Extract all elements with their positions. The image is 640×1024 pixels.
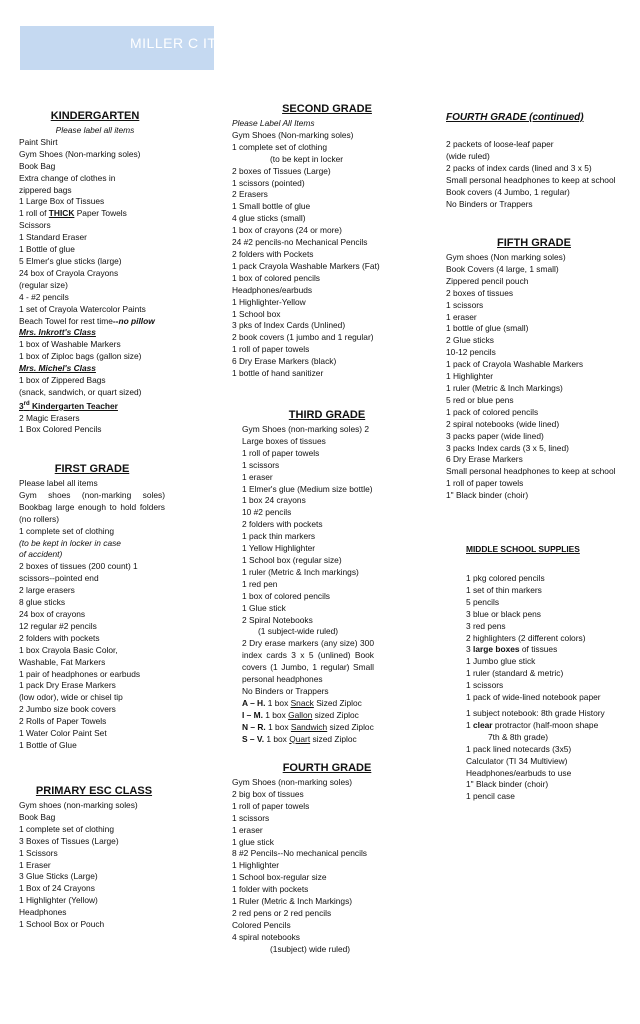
list-item: 1 set of thin markers: [466, 584, 542, 595]
list-item: Colored Pencils: [232, 919, 291, 930]
list-item: Zippered pencil pouch: [446, 275, 529, 286]
item-text: sized Ziploc: [310, 733, 357, 744]
list-item: 24 box of Crayola Crayons: [19, 267, 119, 278]
item-text: protractor (half-moon shape: [492, 719, 599, 730]
item-text: 3: [466, 644, 473, 655]
list-item: 2 book covers (1 jumbo and 1 regular): [232, 332, 374, 343]
list-item: 2 Rolls of Paper Towels: [19, 716, 107, 727]
list-item: Small personal headphones to keep at school: [446, 466, 616, 477]
list-item: 1 subject notebook: 8th grade History: [466, 707, 605, 718]
bag-size: Quart: [289, 733, 311, 744]
list-item: 2 folders with Pockets: [232, 248, 314, 259]
list-item: 4 - #2 pencils: [19, 291, 69, 302]
list-item: 1 bottle of glue (small): [446, 323, 529, 334]
item-text: Paper Towels: [74, 208, 127, 219]
fifth-grade-heading: FIFTH GRADE: [497, 237, 571, 249]
list-item: 1 box of colored pencils: [242, 590, 330, 601]
list-item: 1 box 24 crayons: [242, 495, 306, 506]
list-item: 1 pack of colored pencils: [446, 406, 539, 417]
list-item: 1 eraser: [242, 471, 273, 482]
list-item: (1 subject-wide ruled): [258, 626, 339, 637]
item-text: of tissues: [519, 644, 558, 655]
list-item: Book covers (4 Jumbo, 1 regular): [446, 186, 570, 197]
list-item: 1 Elmer's glue (Medium size bottle): [242, 483, 373, 494]
list-item: 1 box of Zippered Bags: [19, 375, 106, 386]
list-item: 3 packs Index cards (3 x 5, lined): [446, 442, 569, 453]
list-item: 3 Glue Sticks (Large): [19, 871, 98, 882]
list-item: 1 Scissors: [19, 847, 58, 858]
list-item: 24 box of crayons: [19, 608, 86, 619]
item-text: sized Ziploc: [312, 709, 359, 720]
list-item: 1 scissors: [242, 459, 280, 470]
list-item: 4 spiral notebooks: [232, 931, 300, 942]
kindergarten-section: [19, 109, 171, 436]
second-grade-section: [232, 102, 422, 380]
list-item: 1 Small bottle of glue: [232, 201, 311, 212]
list-item: 1 pair of headphones or earbuds: [19, 668, 141, 679]
list-item: 1 scissors (pointed): [232, 177, 305, 188]
list-item: 1 eraser: [232, 824, 263, 835]
list-item: 2 boxes of tissues (200 count) 1: [19, 561, 138, 572]
list-item: (to be kept in locker in case: [19, 537, 121, 548]
list-item: 10 #2 pencils: [242, 507, 292, 518]
list-item: 1" Black binder (choir): [446, 490, 529, 501]
item-text: 1 roll of: [19, 208, 49, 219]
alpha-range: A – H.: [242, 697, 266, 708]
list-item: 1 glue stick: [232, 836, 274, 847]
list-item: scissors--pointed end: [19, 573, 99, 584]
third-grade-heading: THIRD GRADE: [288, 409, 366, 421]
list-item: 3 blue or black pens: [466, 608, 541, 619]
list-item: 1 ruler (Metric & Inch Markings): [446, 382, 563, 393]
list-item: Paint Shirt: [19, 136, 58, 147]
list-item: 2 big box of tissues: [232, 788, 304, 799]
list-item: Please label all items: [19, 478, 98, 488]
list-item: (1subject) wide ruled): [270, 943, 351, 954]
list-item: 1 roll of paper towels: [242, 447, 320, 458]
ziploc-row: [232, 698, 422, 710]
list-item: Extra change of clothes in: [19, 172, 116, 183]
list-item: [19, 208, 171, 220]
list-item: 2 folders with pockets: [242, 519, 323, 530]
item-emphasis: --no pillow: [112, 315, 155, 326]
item-text: 1 box: [265, 697, 291, 708]
list-item: Small personal headphones to keep at school: [446, 174, 616, 185]
list-item: 1 Highlighter-Yellow: [232, 296, 306, 307]
item-emphasis: THICK: [48, 208, 75, 219]
list-item: 2 Spiral Notebooks: [242, 614, 313, 625]
list-item: 2 highlighters (2 different colors): [466, 632, 586, 643]
list-item: 1 box Crayola Basic Color,: [19, 644, 118, 655]
alpha-range: S – V.: [242, 733, 265, 744]
list-item: 24 #2 pencils-no Mechanical Pencils: [232, 237, 368, 248]
list-item: [19, 316, 171, 328]
list-item: No Binders or Trappers: [242, 685, 329, 696]
list-item: 1 pack thin markers: [242, 531, 316, 542]
list-item: 1 pack Dry Erase Markers: [19, 680, 116, 691]
list-item: 1 Water Color Paint Set: [19, 728, 107, 739]
list-item: 1 Box of 24 Crayons: [19, 883, 95, 894]
list-item: 1 scissors: [446, 299, 484, 310]
list-item: 1 scissors: [466, 680, 504, 691]
list-item: 2 large erasers: [19, 585, 75, 596]
list-item: Headphones/earbuds: [232, 284, 313, 295]
list-item: Headphones/earbuds to use: [466, 767, 572, 778]
primary-esc-section: [19, 784, 169, 931]
list-item: 1 box of colored pencils: [232, 272, 320, 283]
list-item: 1 Yellow Highlighter: [242, 543, 316, 554]
first-grade-section: [19, 462, 165, 752]
list-item: 4 glue sticks (small): [232, 213, 306, 224]
list-item: 1 roll of paper towels: [446, 478, 524, 489]
list-item: 1 complete set of clothing: [232, 141, 327, 152]
list-item: 1 pencil case: [466, 791, 515, 802]
list-item: 12 regular #2 pencils: [19, 620, 97, 631]
list-item: 2 Jumbo size book covers: [19, 704, 116, 715]
second-grade-heading: SECOND GRADE: [282, 103, 372, 115]
primary-esc-heading: PRIMARY ESC CLASS: [35, 785, 153, 797]
list-item: 1 pack of Crayola Washable Markers: [446, 359, 584, 370]
list-item: 3 Boxes of Tissues (Large): [19, 835, 119, 846]
fourth-grade-continued-section: [446, 111, 622, 210]
alpha-range: N – R.: [242, 721, 266, 732]
list-item: [466, 720, 626, 732]
ziploc-row: [232, 734, 422, 746]
second-grade-note: Please Label All Items: [232, 118, 315, 128]
list-item: No Binders or Trappers: [446, 198, 533, 209]
list-item: 3 pks of Index Cards (Unlined): [232, 320, 346, 331]
list-item: 1 School box-regular size: [232, 872, 327, 883]
list-item: 1 set of Crayola Watercolor Paints: [19, 303, 146, 314]
list-item: 1 roll of paper towels: [232, 344, 310, 355]
list-item: Calculator (TI 34 Multiview): [466, 755, 568, 766]
list-item: 1 box of Washable Markers: [19, 339, 121, 350]
list-item: 1 Highlighter (Yellow): [19, 895, 98, 906]
list-item: 5 pencils: [466, 596, 500, 607]
list-item: 1 Large Box of Tissues: [19, 196, 105, 207]
list-item: 2 Dry erase markers (any size) 300 index cards 3 x 5 (unlined) Book covers (1 Jumbo, 1 regular) Small personal headphones: [242, 638, 374, 685]
item-emphasis: large boxes: [473, 644, 520, 655]
list-item: Large boxes of tissues: [242, 435, 326, 446]
list-item: Gym Shoes (Non-marking soles): [232, 129, 354, 140]
list-item: (regular size): [19, 279, 68, 290]
list-item: 1 ruler (standard & metric): [466, 668, 564, 679]
list-item: 1 Standard Eraser: [19, 232, 87, 243]
list-item: 1 ruler (Metric & Inch markings): [242, 566, 359, 577]
item-text: Sized Ziploc: [313, 697, 362, 708]
item-text: Beach Towel for rest time: [19, 315, 113, 326]
list-item: 1 complete set of clothing: [19, 525, 114, 536]
list-item: 1 Bottle of glue: [19, 244, 75, 255]
list-item: 1 Box Colored Pencils: [19, 424, 102, 435]
list-item: 2 Glue sticks: [446, 335, 494, 346]
middle-school-heading: MIDDLE SCHOOL SUPPLIES: [466, 544, 580, 554]
class-subheading: Mrs. Inkrott's Class: [19, 327, 96, 338]
list-item: 5 Elmer's glue sticks (large): [19, 255, 122, 266]
list-item: 2 spiral notebooks (wide lined): [446, 418, 560, 429]
list-item: Gym shoes (non-marking soles): [19, 800, 138, 810]
item-text: sized Ziploc: [327, 721, 374, 732]
list-item: 1 eraser: [446, 311, 477, 322]
item-text: 1 box: [264, 733, 290, 744]
ziploc-row: [232, 722, 422, 734]
list-item: 1" Black binder (choir): [466, 779, 549, 790]
list-item: 1 scissors: [232, 812, 270, 823]
list-item: 3 red pens: [466, 620, 506, 631]
list-item: 2 folders with pockets: [19, 632, 100, 643]
list-item: 1 roll of paper towels: [232, 800, 310, 811]
list-item: zippered bags: [19, 184, 72, 195]
item-emphasis: clear: [473, 719, 493, 730]
superscript: rd: [23, 400, 30, 407]
list-item: 1 School box (regular size): [242, 554, 342, 565]
subheading-text: 3: [19, 400, 24, 411]
fourth-grade-continued-heading: FOURTH GRADE (continued): [446, 112, 584, 123]
list-item: 1 Jumbo glue stick: [466, 656, 536, 667]
banner-title: MILLER C ITY: [130, 35, 227, 51]
bag-size: Gallon: [288, 709, 313, 720]
list-item: Book Covers (4 large, 1 small): [446, 263, 559, 274]
list-item: 6 Dry Erase Markers: [446, 454, 523, 465]
list-item: 2 boxes of tissues: [446, 287, 514, 298]
list-item: 1 box of Ziploc bags (gallon size): [19, 351, 142, 362]
list-item: 1 pack of wide-lined notebook paper: [466, 692, 601, 703]
list-item: 2 packs of index cards (lined and 3 x 5): [446, 162, 592, 173]
fourth-grade-heading: FOURTH GRADE: [282, 762, 372, 774]
list-item: Washable, Fat Markers: [19, 656, 106, 667]
list-item: Book Bag: [19, 160, 56, 171]
class-subheading: [19, 399, 171, 413]
list-item: 1 box of crayons (24 or more): [232, 225, 342, 236]
subheading-text: Kindergarten Teacher: [29, 400, 118, 411]
fifth-grade-section: [446, 236, 622, 502]
list-item: 1 pkg colored pencils: [466, 573, 545, 583]
item-text: 1: [466, 719, 473, 730]
list-item: Gym Shoes (non-marking soles) 2: [242, 424, 370, 434]
list-item: [466, 644, 626, 656]
list-item: Gym shoes (Non marking soles): [446, 252, 566, 262]
district-banner: [20, 26, 227, 70]
ziploc-row: [232, 710, 422, 722]
list-item: Headphones: [19, 907, 67, 918]
list-item: 3 packs paper (wide lined): [446, 430, 544, 441]
list-item: 1 Glue stick: [242, 602, 286, 613]
list-item: 1 complete set of clothing: [19, 823, 114, 834]
list-item: 1 Bottle of Glue: [19, 739, 77, 750]
class-subheading: Mrs. Michel's Class: [19, 363, 96, 374]
fourth-grade-section: [232, 761, 422, 956]
list-item: 8 glue sticks: [19, 597, 66, 608]
bag-size: Sandwich: [290, 721, 328, 732]
list-item: 2 Erasers: [232, 189, 268, 200]
list-item: 2 boxes of Tissues (Large): [232, 165, 331, 176]
list-item: 7th & 8th grade): [488, 731, 549, 742]
list-item: 2 red pens or 2 red pencils: [232, 907, 332, 918]
list-item: 1 Eraser: [19, 859, 51, 870]
list-item: 1 School box: [232, 308, 281, 319]
list-item: 2 Magic Erasers: [19, 412, 80, 423]
alpha-range: I – M.: [242, 709, 263, 720]
middle-school-section: [466, 542, 626, 803]
list-item: of accident): [19, 549, 63, 560]
list-item: (low odor), wide or chisel tip: [19, 692, 123, 703]
list-item: (wide ruled): [446, 150, 490, 161]
item-text: 1 box: [262, 709, 289, 720]
list-item: 1 red pen: [242, 578, 278, 589]
list-item: Gym Shoes (non-marking soles): [232, 777, 353, 787]
list-item: 6 Dry Erase Markers (black): [232, 356, 337, 367]
list-item: 1 Highlighter: [232, 860, 280, 871]
list-item: 1 School Box or Pouch: [19, 919, 105, 930]
list-item: Book Bag: [19, 811, 56, 822]
list-item: Scissors: [19, 220, 51, 231]
list-item: 2 packets of loose-leaf paper: [446, 139, 554, 149]
list-item: (to be kept in locker: [270, 153, 344, 164]
list-item: 5 red or blue pens: [446, 394, 514, 405]
list-item: 1 bottle of hand sanitizer: [232, 368, 324, 379]
third-grade-section: [232, 408, 422, 745]
bag-size: Snack: [290, 697, 314, 708]
list-item: Gym shoes (non-marking soles) Bookbag large enough to hold folders (no rollers): [19, 489, 165, 524]
list-item: 8 #2 Pencils--No mechanical pencils: [232, 848, 367, 859]
list-item: Gym Shoes (Non-marking soles): [19, 148, 141, 159]
item-text: 1 box: [265, 721, 291, 732]
first-grade-heading: FIRST GRADE: [54, 463, 130, 475]
kindergarten-note: Please label all items: [55, 125, 135, 135]
list-item: 1 folder with pockets: [232, 884, 309, 895]
list-item: (snack, sandwich, or quart sized): [19, 386, 142, 397]
list-item: 1 Ruler (Metric & Inch Markings): [232, 896, 353, 907]
kindergarten-heading: KINDERGARTEN: [50, 110, 140, 122]
list-item: 1 pack lined notecards (3x5): [466, 743, 572, 754]
list-item: 10-12 pencils: [446, 347, 496, 358]
list-item: 1 Highlighter: [446, 371, 494, 382]
list-item: 1 pack Crayola Washable Markers (Fat): [232, 260, 380, 271]
